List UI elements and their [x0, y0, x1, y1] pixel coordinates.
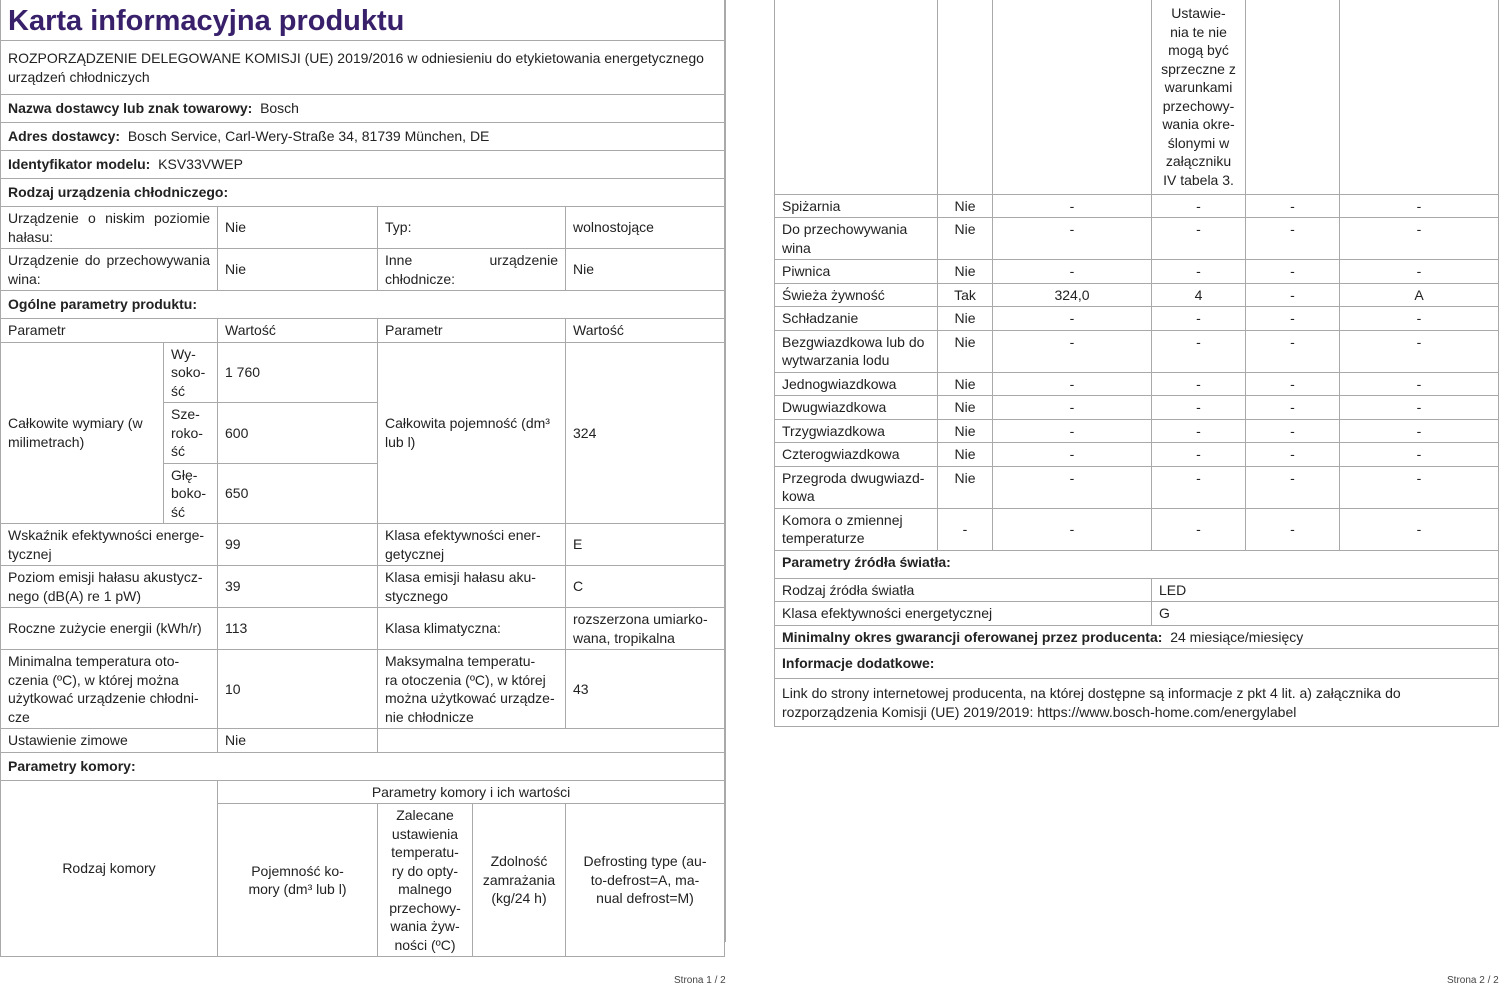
ch-volume: Pojemność ko- mory (dm³ lub l): [218, 804, 378, 957]
supplier-value: Bosch: [260, 100, 299, 117]
product-fiche-table-page-1: [0, 0, 725, 957]
depth-label: Głę- boko- ść: [164, 463, 218, 524]
compartment-temp: -: [1152, 218, 1246, 260]
compartment-present: Nie: [938, 194, 993, 218]
compartment-name: Czterogwiazdkowa: [775, 443, 938, 467]
capacity-value: 324: [566, 342, 725, 524]
compartment-freeze: -: [1246, 466, 1340, 508]
compartment-row: [775, 307, 1499, 331]
compartment-defrost: -: [1340, 330, 1499, 372]
climate-label: Klasa klimatyczna:: [378, 608, 566, 650]
compartment-defrost: -: [1340, 508, 1499, 550]
compartment-present: Nie: [938, 218, 993, 260]
typ-value: wolnostojące: [566, 207, 725, 249]
compartment-volume: -: [993, 396, 1152, 420]
col-header-value-2: Wartość: [566, 319, 725, 343]
noise-class-value: C: [566, 566, 725, 608]
compartment-name: Spiżarnia: [775, 194, 938, 218]
compartment-freeze: -: [1246, 508, 1340, 550]
compartment-freeze: -: [1246, 194, 1340, 218]
col-header-param-1: Parametr: [1, 319, 218, 343]
page-1-footer: Strona 1 / 2: [674, 975, 726, 986]
info-text: Link do strony internetowej producenta, na której dostępne są informacje z pkt 4 lit. a) załącznika do rozporządzenia Komisji (UE) 2019/2019: https://www.bosch-home.com/energylabel: [775, 679, 1499, 727]
compartment-freeze: -: [1246, 260, 1340, 284]
product-fiche-table-page-2: [774, 0, 1499, 727]
compartment-row: [775, 218, 1499, 260]
light-class-value: G: [1152, 602, 1499, 626]
compartment-present: Nie: [938, 466, 993, 508]
compartment-volume: -: [993, 443, 1152, 467]
compartment-row: [775, 508, 1499, 550]
compartment-present: Nie: [938, 330, 993, 372]
col-header-value-1: Wartość: [218, 319, 378, 343]
compartment-freeze: -: [1246, 307, 1340, 331]
compartment-temp: -: [1152, 419, 1246, 443]
page-2-footer: Strona 2 / 2: [1447, 975, 1499, 986]
compartment-present: Nie: [938, 396, 993, 420]
light-class-label: Klasa efektywności energetycznej: [775, 602, 1152, 626]
compartment-freeze: -: [1246, 396, 1340, 420]
compartment-name: Przegroda dwugwiazd- kowa: [775, 466, 938, 508]
eei-label: Wskaźnik efektywności energe- tycznej: [1, 524, 218, 566]
temp-settings-note: Ustawie- nia te nie mogą być sprzeczne z warunkami przechowy- wania okre- ślonymi w załączniku IV tabela 3.: [1152, 0, 1246, 194]
compartment-row: [775, 443, 1499, 467]
compartment-row: [775, 194, 1499, 218]
compartment-temp: -: [1152, 330, 1246, 372]
compartment-row: [775, 330, 1499, 372]
page-title: Karta informacyjna produktu: [1, 0, 725, 41]
low-noise-value: Nie: [218, 207, 378, 249]
min-temp-label: Minimalna temperatura oto- czenia (ºC), w której można użytkować urządzenie chłodni- cze: [1, 650, 218, 729]
model-label: Identyfikator modelu:: [8, 156, 151, 173]
regulation-text: ROZPORZĄDZENIE DELEGOWANE KOMISJI (UE) 2019/2016 w odniesieniu do etykietowania energetycznego urządzeń chłodniczych: [1, 41, 725, 95]
compartment-row: [775, 419, 1499, 443]
compartment-volume: -: [993, 372, 1152, 396]
compartment-row: [775, 396, 1499, 420]
col-header-param-2: Parametr: [378, 319, 566, 343]
compartment-name: Trzygwiazdkowa: [775, 419, 938, 443]
compartment-present: Nie: [938, 260, 993, 284]
other-value: Nie: [566, 249, 725, 291]
max-temp-label: Maksymalna temperatu- ra otoczenia (ºC), w której można użytkować urządze- nie chłodnicze: [378, 650, 566, 729]
address-value: Bosch Service, Carl-Wery-Straße 34, 81739 München, DE: [127, 128, 490, 145]
width-label: Sze- roko- ść: [164, 403, 218, 464]
wine-value: Nie: [218, 249, 378, 291]
compartment-defrost: A: [1340, 283, 1499, 307]
compartment-name: Schładzanie: [775, 307, 938, 331]
ch-defrost: Defrosting type (au- to-defrost=A, ma- nual defrost=M): [566, 804, 725, 957]
compartment-temp: -: [1152, 466, 1246, 508]
compartment-temp: -: [1152, 307, 1246, 331]
page-1: [0, 0, 726, 953]
compartment-temp: -: [1152, 194, 1246, 218]
compartment-freeze: -: [1246, 443, 1340, 467]
winter-label: Ustawienie zimowe: [1, 729, 218, 753]
compartment-name: Bezgwiazdkowa lub do wytwarzania lodu: [775, 330, 938, 372]
height-value: 1 760: [218, 342, 378, 403]
compartment-defrost: -: [1340, 443, 1499, 467]
compartment-defrost: -: [1340, 218, 1499, 260]
compartment-name: Jednogwiazdkowa: [775, 372, 938, 396]
compartment-temp: -: [1152, 396, 1246, 420]
compartment-name: Dwugwiazdkowa: [775, 396, 938, 420]
compartment-freeze: -: [1246, 372, 1340, 396]
climate-value: rozszerzona umiarko- wana, tropikalna: [566, 608, 725, 650]
eclass-value: E: [566, 524, 725, 566]
eei-value: 99: [218, 524, 378, 566]
type-heading: Rodzaj urządzenia chłodniczego:: [1, 179, 725, 207]
compartment-volume: -: [993, 330, 1152, 372]
noise-class-label: Klasa emisji hałasu aku- stycznego: [378, 566, 566, 608]
compartment-row: [775, 283, 1499, 307]
ch-type: Rodzaj komory: [1, 780, 218, 957]
compartment-row: [775, 372, 1499, 396]
warranty-label: Minimalny okres gwarancji oferowanej przez producenta:: [782, 628, 1163, 645]
supplier-label: Nazwa dostawcy lub znak towarowy:: [8, 100, 253, 117]
noise-value: 39: [218, 566, 378, 608]
compartment-temp: -: [1152, 508, 1246, 550]
compartment-volume: -: [993, 260, 1152, 284]
address-row: [1, 123, 725, 151]
compartment-present: Nie: [938, 307, 993, 331]
light-heading: Parametry źródła światła:: [775, 550, 1499, 578]
low-noise-label: Urządzenie o niskim poziomie hałasu:: [1, 207, 218, 249]
height-label: Wy- soko- ść: [164, 342, 218, 403]
depth-value: 650: [218, 463, 378, 524]
warranty-row: [775, 625, 1499, 649]
light-type-value: LED: [1152, 578, 1499, 602]
width-value: 600: [218, 403, 378, 464]
compartment-volume: -: [993, 508, 1152, 550]
other-label: Inne urządzenie chłodnicze:: [378, 249, 566, 291]
compartment-freeze: -: [1246, 218, 1340, 260]
compartment-freeze: -: [1246, 419, 1340, 443]
general-heading: Ogólne parametry produktu:: [1, 291, 725, 319]
compartment-temp: -: [1152, 260, 1246, 284]
model-value: KSV33VWEP: [158, 156, 243, 173]
compartment-defrost: -: [1340, 307, 1499, 331]
annual-value: 113: [218, 608, 378, 650]
compartment-defrost: -: [1340, 260, 1499, 284]
compartment-volume: -: [993, 218, 1152, 260]
compartment-volume: -: [993, 466, 1152, 508]
wine-label: Urządzenie do przechowywania wina:: [1, 249, 218, 291]
compartment-name: Komora o zmiennej temperaturze: [775, 508, 938, 550]
compartment-volume: -: [993, 419, 1152, 443]
compartment-volume: 324,0: [993, 283, 1152, 307]
page-2: [774, 0, 1498, 727]
compartment-freeze: -: [1246, 283, 1340, 307]
max-temp-value: 43: [566, 650, 725, 729]
eclass-label: Klasa efektywności ener- getycznej: [378, 524, 566, 566]
supplier-row: [1, 95, 725, 123]
compartment-volume: -: [993, 194, 1152, 218]
compartment-name: Piwnica: [775, 260, 938, 284]
compartment-row: [775, 260, 1499, 284]
compartment-defrost: -: [1340, 372, 1499, 396]
compartment-volume: -: [993, 307, 1152, 331]
compartment-present: Tak: [938, 283, 993, 307]
warranty-value: 24 miesiące/miesięcy: [1170, 628, 1304, 645]
compartment-temp: -: [1152, 372, 1246, 396]
compartment-name: Świeża żywność: [775, 283, 938, 307]
compartment-freeze: -: [1246, 330, 1340, 372]
ch-temp: Zalecane ustawienia temperatu- ry do opty- malnego przechowy- wania żyw- ności (ºC): [378, 804, 473, 957]
min-temp-value: 10: [218, 650, 378, 729]
compartment-heading: Parametry komory:: [1, 752, 725, 780]
compartment-name: Do przechowywania wina: [775, 218, 938, 260]
address-label: Adres dostawcy:: [8, 128, 121, 145]
compartment-present: Nie: [938, 443, 993, 467]
capacity-label: Całkowita pojemność (dm³ lub l): [378, 342, 566, 524]
compartment-temp: 4: [1152, 283, 1246, 307]
annual-label: Roczne zużycie energii (kWh/r): [1, 608, 218, 650]
dims-label: Całkowite wymiary (w milimetrach): [1, 342, 164, 524]
model-row: [1, 151, 725, 179]
compartment-present: Nie: [938, 419, 993, 443]
compartment-defrost: -: [1340, 419, 1499, 443]
noise-label: Poziom emisji hałasu akustycz- nego (dB(A) re 1 pW): [1, 566, 218, 608]
compartment-temp: -: [1152, 443, 1246, 467]
compartment-present: -: [938, 508, 993, 550]
light-type-label: Rodzaj źródła światła: [775, 578, 1152, 602]
compartment-group-header: Parametry komory i ich wartości: [218, 780, 725, 804]
info-heading: Informacje dodatkowe:: [775, 649, 1499, 679]
compartment-defrost: -: [1340, 466, 1499, 508]
compartment-defrost: -: [1340, 396, 1499, 420]
winter-value: Nie: [218, 729, 378, 753]
compartment-defrost: -: [1340, 194, 1499, 218]
ch-freeze: Zdolność zamrażania (kg/24 h): [473, 804, 566, 957]
typ-label: Typ:: [378, 207, 566, 249]
compartment-present: Nie: [938, 372, 993, 396]
compartment-row: [775, 466, 1499, 508]
